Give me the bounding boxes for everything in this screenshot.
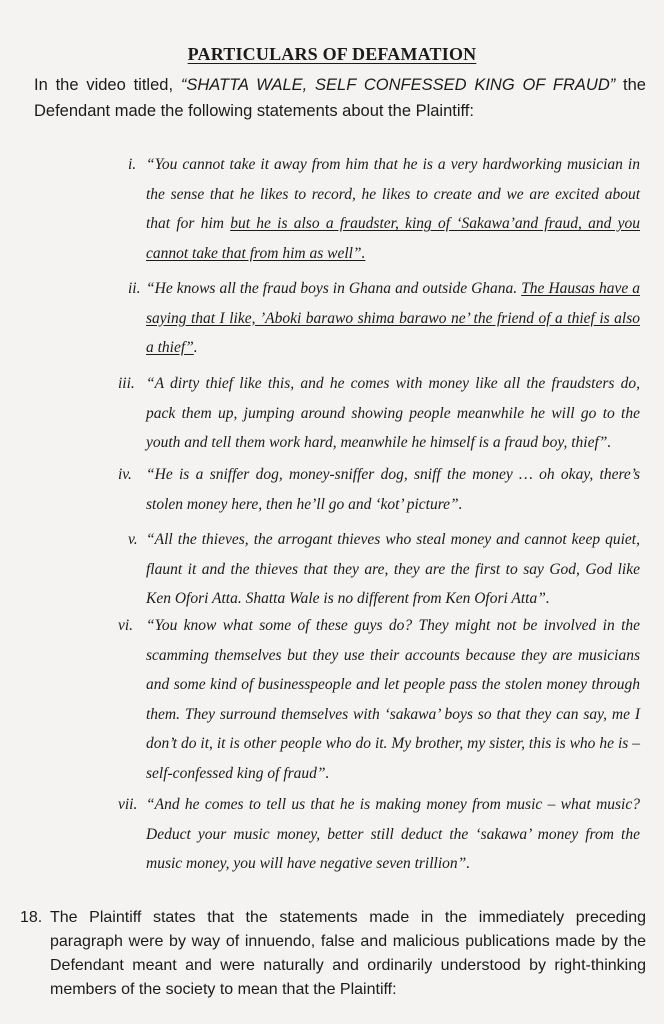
statement-text: “A dirty thief like this, and he comes with money like all the fraudsters do, pack them up, jumping around showing people meanwhile he will go to the youth and tell them work hard, meanwhile he himself is a fraud boy, thief”. [146, 375, 640, 451]
statement-item [118, 790, 640, 879]
paragraph-text: The Plaintiff states that the statements made in the immediately preceding paragraph were by way of innuendo, false and malicious publications made by the Defendant meant and were naturally and ordinarily understood by right-thinking members of the society to mean that the Plaintiff: [50, 909, 646, 998]
statement-item [118, 460, 640, 519]
intro-text-after: the Defendant made the following statements about the Plaintiff: [34, 76, 646, 120]
statement-number: ii. [128, 280, 141, 297]
statement-item [128, 525, 640, 614]
statement-item [128, 274, 640, 363]
statement-text: “You know what some of these guys do? They might not be involved in the scamming themselves but they use their accounts because they are musicians and some kind of businesspeople and let people pass the stolen money through them. They surround themselves with ‘sakawa’ boys so that they can say, me I don’t do it, it is other people who do it. My brother, my sister, this is who he is – self-confessed king of fraud”. [146, 617, 640, 782]
paragraph-number: 18. [20, 909, 43, 926]
statement-number: v. [128, 531, 138, 548]
statement-number: iv. [118, 466, 132, 483]
statement-text: “He is a sniffer dog, money-sniffer dog, sniff the money … oh okay, there’s stolen money here, then he’ll go and ‘kot’ picture”. [146, 466, 640, 513]
video-title: “SHATTA WALE, SELF CONFESSED KING OF FRAUD” [180, 76, 616, 94]
section-heading: PARTICULARS OF DEFAMATION [187, 44, 477, 64]
statement-text: “And he comes to tell us that he is making money from music – what music? Deduct your music money, better still deduct the ‘sakawa’ money from the music money, you will have negative seven trillion”. [146, 796, 640, 872]
statement-item [128, 150, 640, 268]
statement-number: i. [128, 156, 137, 173]
statement-number: vi. [118, 617, 134, 634]
statement-text-end: . [193, 339, 198, 356]
intro-text-before: In the video titled, [34, 76, 181, 94]
statement-item [118, 611, 640, 788]
statement-underlined-text: The Hausas have a saying that I like, ’Aboki barawo shima barawo ne’ the friend of a thief is also a thief” [146, 280, 640, 356]
statement-number: vii. [118, 796, 138, 813]
statement-text: “All the thieves, the arrogant thieves who steal money and cannot keep quiet, flaunt it and the thieves that they are, they are the first to say God, God like Ken Ofori Atta. Shatta Wale is no different from Ken Ofori Atta”. [146, 531, 640, 607]
intro-paragraph [34, 72, 646, 124]
statement-number: iii. [118, 375, 135, 392]
statement-text: “He knows all the fraud boys in Ghana and outside Ghana. [146, 280, 522, 297]
statement-text: “You cannot take it away from him that he is a very hardworking musician in the sense that he likes to record, he likes to create and we are excited about that for him [146, 156, 640, 232]
statement-item [118, 369, 640, 458]
paragraph-18 [20, 906, 646, 1002]
statement-underlined-text: but he is also a fraudster, king of ‘Sakawa’and fraud, and you cannot take that from him as well”. [146, 215, 640, 262]
